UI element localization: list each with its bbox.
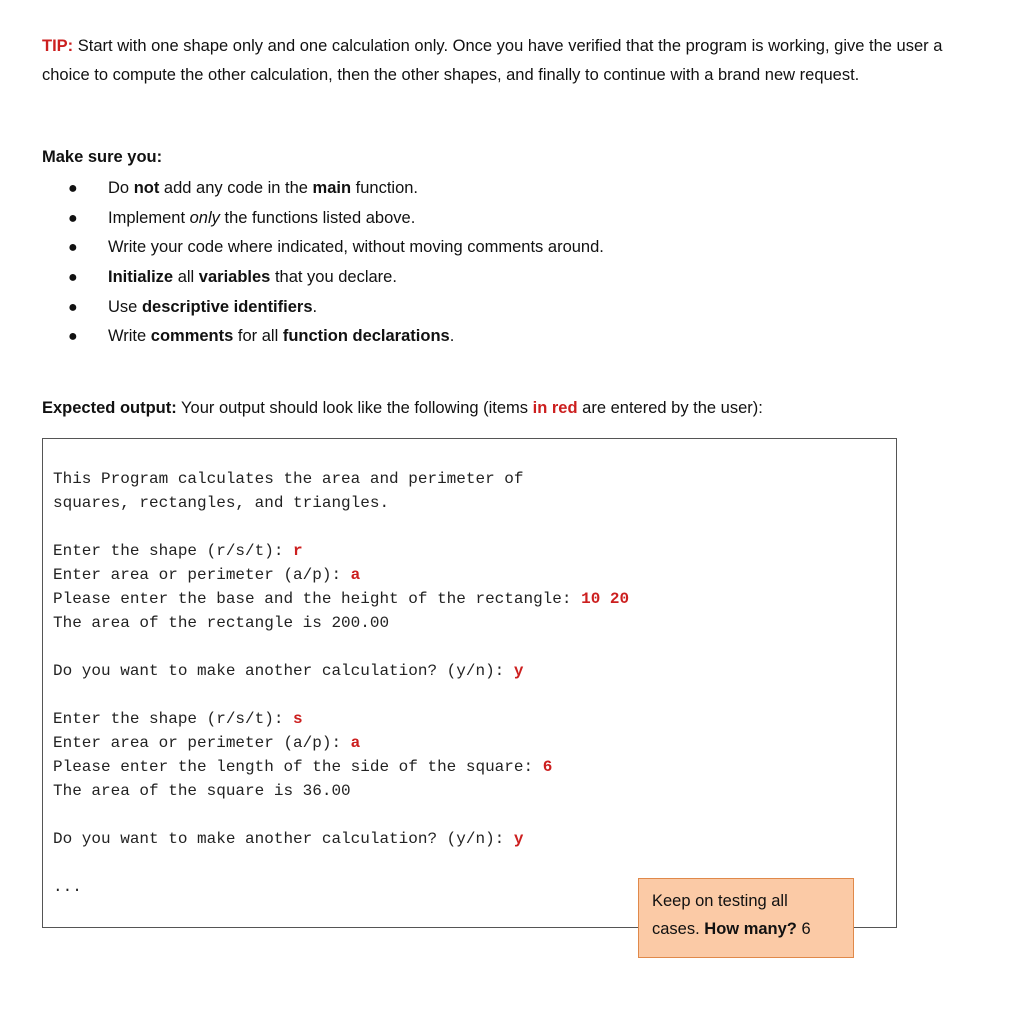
console-line <box>53 707 629 731</box>
console-line: This Program calculates the area and perimeter of <box>53 470 524 488</box>
console-line <box>53 587 629 611</box>
list-item <box>42 293 942 323</box>
callout-note <box>638 878 854 958</box>
make-sure-heading: Make sure you: <box>42 148 163 166</box>
bullet-icon: ● <box>68 298 78 316</box>
console-line: The area of the square is 36.00 <box>53 782 351 800</box>
list-item <box>42 174 942 204</box>
item-text: Implement <box>108 208 190 227</box>
console-prompt: Do you want to make another calculation? (y/n): <box>53 662 514 680</box>
item-text: function. <box>351 179 419 197</box>
note-text: 6 <box>796 920 811 938</box>
console-lines <box>53 467 629 899</box>
tip-paragraph <box>42 32 992 90</box>
item-bold: main <box>312 179 352 197</box>
list-item <box>42 322 942 352</box>
console-line <box>53 563 629 587</box>
note-bold: How many? <box>704 920 797 938</box>
bullet-icon: ● <box>68 328 78 346</box>
user-input: s <box>293 710 303 728</box>
tip-text: Start with one shape only and one calculation only. Once you have verified that the program is working, give the user a choice to compute the other calculation, then the other shapes, and finally to continue with a brand new request. <box>42 37 943 84</box>
bullet-icon: ● <box>68 209 78 227</box>
console-prompt: Please enter the base and the height of the rectangle: <box>53 590 582 608</box>
expected-label: Expected output: <box>42 398 177 417</box>
item-italic: only <box>189 208 220 227</box>
expected-text: are entered by the user): <box>577 398 763 417</box>
user-input: a <box>350 566 361 584</box>
list-item <box>42 233 942 263</box>
user-input: y <box>513 662 524 680</box>
console-line <box>53 731 629 755</box>
document-page <box>42 32 992 896</box>
in-red-text: in red <box>532 398 578 417</box>
console-prompt: Please enter the length of the side of the square: <box>53 758 543 776</box>
item-bold: variables <box>198 268 271 287</box>
console-line <box>53 755 629 779</box>
item-text: . <box>449 327 455 346</box>
note-text: Keep on testing all cases. <box>652 892 788 938</box>
requirements-list <box>42 174 942 352</box>
item-text: add any code in the <box>159 179 313 197</box>
bullet-icon: ● <box>68 239 78 257</box>
expected-output-line <box>42 399 763 418</box>
item-text: all <box>173 268 199 287</box>
bullet-icon: ● <box>68 269 78 287</box>
console-line: squares, rectangles, and triangles. <box>53 494 390 512</box>
item-text: Write <box>108 327 151 346</box>
item-text: the functions listed above. <box>219 208 416 227</box>
user-input: a <box>350 734 361 752</box>
console-line <box>53 827 629 851</box>
console-prompt: Enter area or perimeter (a/p): <box>53 566 351 584</box>
user-input: 10 20 <box>581 590 630 608</box>
console-prompt: Enter the shape (r/s/t): <box>53 542 294 560</box>
user-input: r <box>293 542 303 560</box>
console-line: The area of the rectangle is 200.00 <box>53 614 390 632</box>
console-prompt: Do you want to make another calculation? (y/n): <box>53 830 514 848</box>
item-bold: Initialize <box>108 268 174 287</box>
list-item <box>42 263 942 293</box>
item-bold: descriptive identifiers <box>141 297 313 316</box>
console-prompt: Enter the shape (r/s/t): <box>53 710 294 728</box>
console-prompt: Enter area or perimeter (a/p): <box>53 734 351 752</box>
item-text: Do <box>108 179 134 197</box>
user-input: 6 <box>542 758 553 776</box>
item-text: Write your code where indicated, without moving comments around. <box>108 238 604 257</box>
item-text: that you declare. <box>270 268 397 287</box>
item-bold: comments <box>150 327 234 346</box>
console-ellipsis: ... <box>53 878 82 896</box>
tip-label: TIP: <box>42 37 74 55</box>
console-line <box>53 659 629 683</box>
item-bold: not <box>133 179 160 197</box>
bullet-icon: ● <box>68 180 78 197</box>
item-text: . <box>312 297 318 316</box>
item-text: for all <box>233 327 283 346</box>
expected-text: Your output should look like the following (items <box>176 398 533 417</box>
console-line <box>53 539 629 563</box>
item-text: Use <box>108 297 142 316</box>
console-output-box <box>42 438 897 928</box>
list-item <box>42 204 942 234</box>
user-input: y <box>513 830 524 848</box>
item-bold: function declarations <box>282 327 450 346</box>
